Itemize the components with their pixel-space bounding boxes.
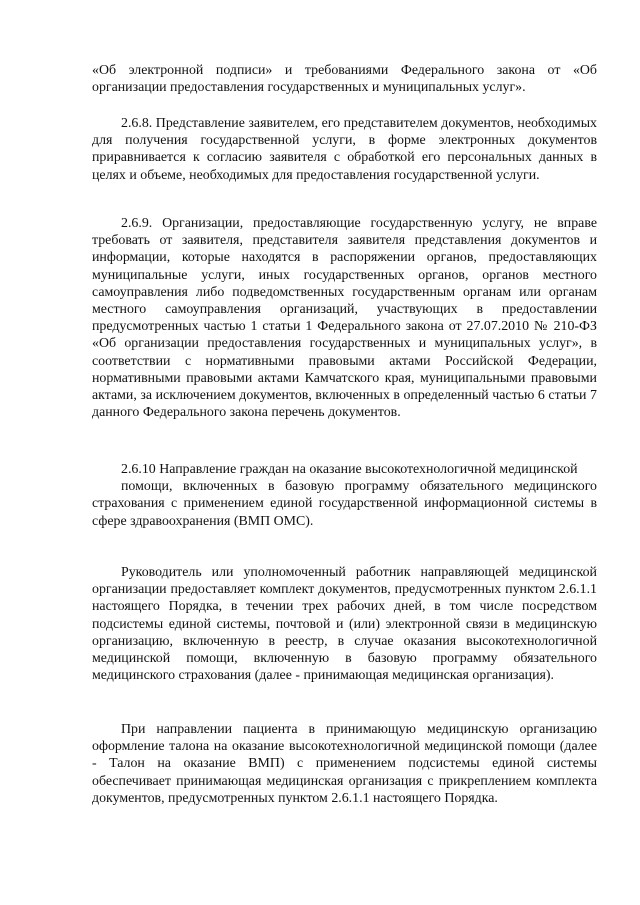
- paragraph-2-6-10-body: помощи, включенных в базовую программу обязательного медицинского страхования с применением единой государственной информационной системы в сфере здравоохранения (ВМП ОМС).: [92, 479, 597, 529]
- paragraph-2-6-8: 2.6.8. Представление заявителем, его представителем документов, необходимых для получения государственной услуги, в форме электронных документов приравнивается к согласию заявителя с обработкой его персональных данных в целях и объеме, необходимых для предоставления государственной услуги.: [92, 116, 597, 183]
- paragraph-head-responsibility: Руководитель или уполномоченный работник направляющей медицинской организации предоставляет комплект документов, предусмотренных пунктом 2.6.1.1 настоящего Порядка, в течении трех рабочих дней, в том числе посредством подсистемы единой системы, почтовой и (или) электронной связи в медицинскую организацию, включенную в реестр, в случае оказания высокотехнологичной медицинской помощи, включенную в базовую программу обязательного медицинского страхования (далее - принимающая медицинская организация).: [92, 565, 597, 684]
- paragraph-intro: «Об электронной подписи» и требованиями Федерального закона от «Об организации предоставления государственных и муниципальных услуг».: [92, 63, 597, 96]
- paragraph-patient-referral: При направлении пациента в принимающую медицинскую организацию оформление талона на оказание высокотехнологичной медицинской помощи (далее - Талон на оказание ВМП) с применением подсистемы единой системы обеспечивает принимающая медицинская организация с прикреплением комплекта документов, предусмотренных пунктом 2.6.1.1 настоящего Порядка.: [92, 722, 597, 806]
- paragraph-2-6-10-heading: 2.6.10 Направление граждан на оказание высокотехнологичной медицинской: [121, 462, 578, 477]
- paragraph-2-6-9: 2.6.9. Организации, предоставляющие государственную услугу, не вправе требовать от заявителя, представителя заявителя представления документов и информации, которые находятся в распоряжении органов, предоставляющих муниципальные услуги, иных государственных органов, органов местного самоуправления либо подведомственных государственным органам или органам местного самоуправления организаций, участвующих в предоставлении предусмотренных частью 1 статьи 1 Федерального закона от 27.07.2010 № 210-ФЗ «Об организации предоставления государственных и муниципальных услуг», в соответствии с нормативными правовыми актами Российской Федерации, нормативными правовыми актами Камчатского края, муниципальными правовыми актами, за исключением документов, включенных в определенный частью 6 статьи 7 данного Федерального закона перечень документов.: [92, 216, 597, 421]
- paragraph-2-6-10: [92, 461, 597, 530]
